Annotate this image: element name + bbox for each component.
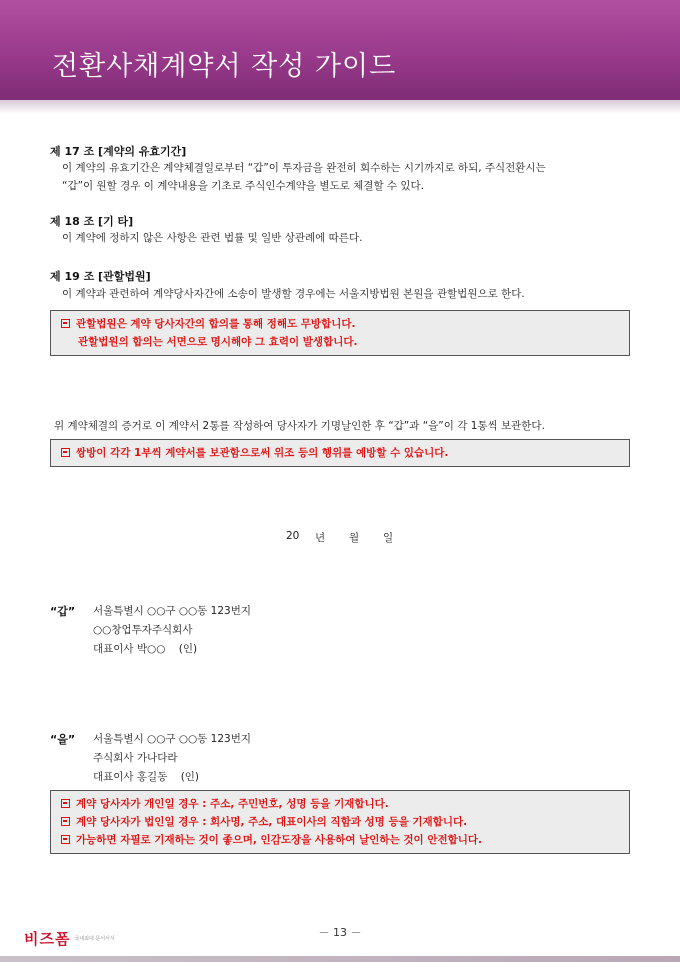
note-icon [61, 319, 70, 328]
logo-text: 비즈폼 [24, 930, 71, 948]
note-box-copies [50, 439, 630, 467]
article-19-line-1: 이 계약과 관련하여 계약당사자간에 소송이 발생할 경우에는 서울지방법원 본원을 관할법원으로 한다. [62, 288, 525, 300]
note-box-jurisdiction [50, 310, 630, 356]
date-month-unit: 월 [349, 532, 360, 544]
article-18-body [62, 229, 362, 247]
article-17-body [62, 159, 546, 195]
note-box-signature [50, 790, 630, 854]
party-a-company: ○○창업투자주식회사 [93, 624, 193, 636]
note-icon [61, 817, 70, 826]
note-line [61, 444, 619, 462]
note-line [61, 813, 619, 831]
party-b-representative: 대표이사 홍길동 (인) [93, 771, 200, 783]
footer-bar [0, 956, 680, 962]
article-19-heading: 제 19 조 [관할법원] [50, 270, 151, 283]
logo-subtext: 국내최대 문서서식 [74, 935, 115, 942]
header-banner [0, 0, 680, 100]
note-icon [61, 448, 70, 457]
party-b-address: 서울특별시 ○○구 ○○동 123번지 [93, 733, 251, 745]
note-line [61, 795, 619, 813]
note-text: 관할법원은 계약 당사자간의 합의를 통해 정해도 무방합니다. [76, 318, 356, 330]
article-17-heading: 제 17 조 [계약의 유효기간] [50, 145, 187, 158]
note-line [61, 831, 619, 849]
party-b-label: “을” [50, 733, 76, 746]
article-17-line-1: 이 계약의 유효기간은 계약체결일로부터 “갑”이 투자금을 완전히 회수하는 시기까지로 하되, 주식전환시는 [62, 162, 546, 174]
article-17-line-2: “갑”이 원할 경우 이 계약내용을 기초로 주식인수계약을 별도로 체결할 수 있다. [62, 180, 425, 192]
note-text: 쌍방이 각각 1부씩 계약서를 보관함으로써 위조 등의 행위를 예방할 수 있습니다. [76, 447, 449, 459]
witness-statement: 위 계약체결의 증거로 이 계약서 2통를 작성하여 당사자가 기명날인한 후 “갑”과 “을”이 각 1통씩 보관한다. [54, 420, 545, 432]
note-text: 계약 당사자가 법인일 경우 : 회사명, 주소, 대표이사의 직함과 성명 등을 기재합니다. [76, 816, 468, 828]
note-icon [61, 835, 70, 844]
header-shadow [0, 100, 680, 114]
date-year: 20 [286, 530, 300, 542]
article-18-heading: 제 18 조 [기 타] [50, 215, 134, 228]
note-line [61, 333, 619, 351]
note-text: 가능하면 자필로 기재하는 것이 좋으며, 인감도장을 사용하여 날인하는 것이 안전합니다. [76, 834, 483, 846]
date-year-unit: 년 [315, 532, 326, 544]
article-19-body [62, 285, 525, 303]
party-a-address: 서울특별시 ○○구 ○○동 123번지 [93, 605, 251, 617]
page-number: － 13 － [318, 926, 362, 939]
page-title: 전환사채계약서 작성 가이드 [52, 51, 397, 82]
party-a-representative: 대표이사 박○○ (인) [93, 643, 198, 655]
note-line [61, 315, 619, 333]
note-text: 계약 당사자가 개인일 경우 : 주소, 주민번호, 성명 등을 기재합니다. [76, 798, 389, 810]
date-day-unit: 일 [383, 532, 394, 544]
note-text: 관할법원의 합의는 서면으로 명시해야 그 효력이 발생합니다. [78, 336, 358, 348]
article-18-line-1: 이 계약에 정하지 않은 사항은 관련 법률 및 일반 상관례에 따른다. [62, 232, 363, 244]
party-b-company: 주식회사 가나다라 [93, 752, 178, 764]
party-a-label: “갑” [50, 605, 76, 618]
note-icon [61, 799, 70, 808]
